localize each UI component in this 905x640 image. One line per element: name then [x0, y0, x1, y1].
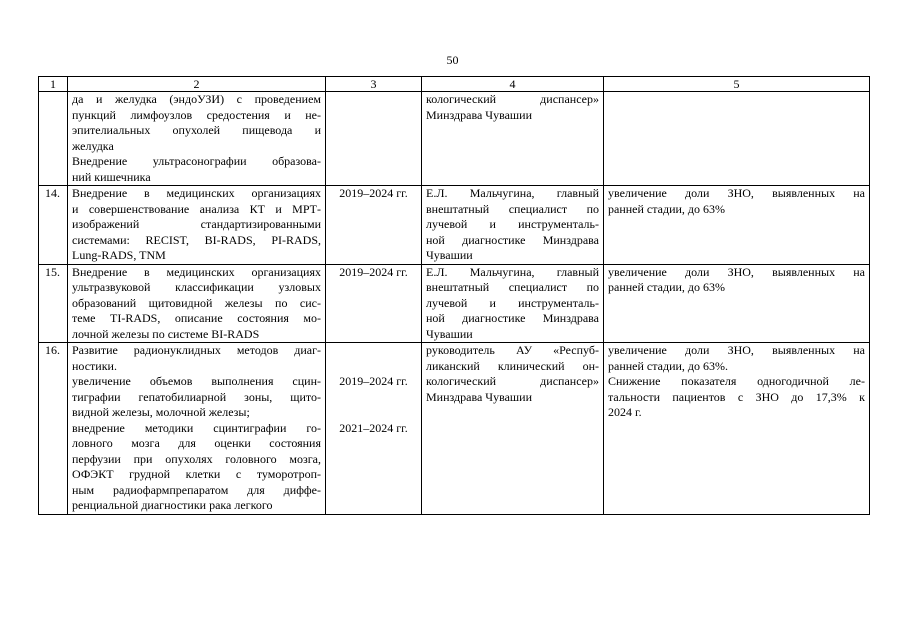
result-line: тальности пациентов с ЗНО до 17,3% к	[608, 389, 865, 404]
measure-line: перфузии при опухолях головного мозга,	[72, 451, 321, 466]
table-row	[39, 343, 870, 515]
measure-line: тиграфии гепатобилиарной зоны, щито-	[72, 389, 321, 404]
measure-line: образований щитовидной железы по сис-	[72, 295, 321, 310]
responsible-line: ной диагностике Минздрава	[426, 311, 599, 325]
measure-line: ультразвуковой классификации узловых	[72, 280, 321, 294]
responsible-line: лучевой и инструменталь-	[426, 295, 599, 310]
measures-table	[38, 76, 870, 515]
header-cell-2: 2	[68, 77, 326, 92]
header-cell-1: 1	[39, 77, 68, 92]
measure-line: Lung-RADS, TNM	[72, 248, 166, 262]
measure-line: эпителиальных опухолей пищевода и	[72, 123, 321, 137]
measure-line: Внедрение в медицинских организациях	[72, 186, 321, 200]
period-line: 2019–2024 гг.	[339, 374, 408, 388]
result-line: увеличение доли ЗНО, выявленных на	[608, 186, 865, 200]
responsible-line: кологический диспансер»	[426, 92, 599, 106]
row-number: 16.	[39, 343, 68, 515]
header-row	[39, 77, 870, 92]
measure-line: ренциальной диагностики рака легкого	[72, 498, 273, 512]
measure-line: Развитие радионуклидных методов диаг-	[72, 343, 321, 357]
measure-line: Внедрение ультрасонографии образова-	[72, 154, 321, 168]
responsible-line: Е.Л. Мальчугина, главный	[426, 264, 599, 279]
measure-line: увеличение объемов выполнения сцин-	[72, 374, 321, 388]
responsible-line: Минздрава Чувашии	[426, 107, 533, 122]
page-number: 50	[446, 53, 459, 67]
measure-cell	[68, 92, 326, 186]
table-row	[39, 186, 870, 265]
row-number: 14.	[39, 186, 68, 265]
measure-line: желудка	[72, 138, 114, 153]
responsible-line: внештатный специалист по	[426, 201, 599, 216]
result-cell	[604, 264, 870, 343]
responsible-line: внештатный специалист по	[426, 280, 599, 294]
measure-line: да и желудка (эндоУЗИ) с проведением	[72, 92, 321, 106]
period-cell	[326, 343, 422, 515]
result-line: увеличение доли ЗНО, выявленных на	[608, 343, 865, 357]
result-cell	[604, 186, 870, 265]
table-row	[39, 92, 870, 186]
result-line: ранней стадии, до 63%.	[608, 358, 729, 373]
responsible-cell	[422, 343, 604, 515]
measure-line: внедрение методики сцинтиграфии го-	[72, 420, 321, 435]
measure-line: ловного мозга для оценки состояния	[72, 436, 321, 450]
measure-cell	[68, 186, 326, 265]
result-line: Снижение показателя одногодичной ле-	[608, 374, 865, 388]
period-cell	[326, 92, 422, 186]
period-cell	[326, 264, 422, 343]
responsible-line: кологический диспансер»	[426, 374, 599, 388]
result-line: 2024 г.	[608, 405, 642, 419]
header-cell-4: 4	[422, 77, 604, 92]
period-line: 2021–2024 гг.	[339, 420, 408, 435]
result-cell	[604, 92, 870, 186]
result-line: увеличение доли ЗНО, выявленных на	[608, 264, 865, 279]
measure-line: теме TI-RADS, описание состояния мо-	[72, 311, 321, 325]
measure-line: системами: RECIST, BI-RADS, PI-RADS,	[72, 232, 321, 247]
measure-line: видной железы, молочной железы;	[72, 405, 250, 419]
measure-line: ностики.	[72, 358, 117, 373]
measure-cell	[68, 343, 326, 515]
measure-line: лочной железы по системе BI-RADS	[72, 326, 260, 341]
period-cell	[326, 186, 422, 265]
responsible-cell	[422, 186, 604, 265]
responsible-line: Минздрава Чувашии	[426, 389, 533, 404]
period-line: 2019–2024 гг.	[339, 186, 408, 200]
table-row	[39, 264, 870, 343]
measure-line: Внедрение в медицинских организациях	[72, 264, 321, 279]
header-cell-3: 3	[326, 77, 422, 92]
responsible-line: Е.Л. Мальчугина, главный	[426, 186, 599, 200]
result-line: ранней стадии, до 63%	[608, 280, 726, 294]
responsible-cell	[422, 92, 604, 186]
measure-line: ОФЭКТ грудной клетки с туморотроп-	[72, 467, 321, 481]
measure-cell	[68, 264, 326, 343]
responsible-line: Чувашии	[426, 248, 473, 262]
result-line: ранней стадии, до 63%	[608, 201, 726, 216]
responsible-line: Чувашии	[426, 326, 473, 341]
period-line: 2019–2024 гг.	[339, 264, 408, 279]
responsible-cell	[422, 264, 604, 343]
measure-line: и совершенствование анализа КТ и МРТ-	[72, 201, 321, 216]
measure-line: изображений стандартизированными	[72, 217, 321, 231]
row-number	[39, 92, 68, 186]
header-cell-5: 5	[604, 77, 870, 92]
responsible-line: ликанский клинический он-	[426, 358, 599, 373]
measure-line: пункций лимфоузлов средостения и не-	[72, 107, 321, 122]
result-cell	[604, 343, 870, 515]
measure-line: ным радиофармпрепаратом для диффе-	[72, 482, 321, 497]
responsible-line: руководитель АУ «Респуб-	[426, 343, 599, 357]
measure-line: ний кишечника	[72, 169, 151, 184]
responsible-line: лучевой и инструменталь-	[426, 217, 599, 231]
responsible-line: ной диагностике Минздрава	[426, 232, 599, 247]
row-number: 15.	[39, 264, 68, 343]
